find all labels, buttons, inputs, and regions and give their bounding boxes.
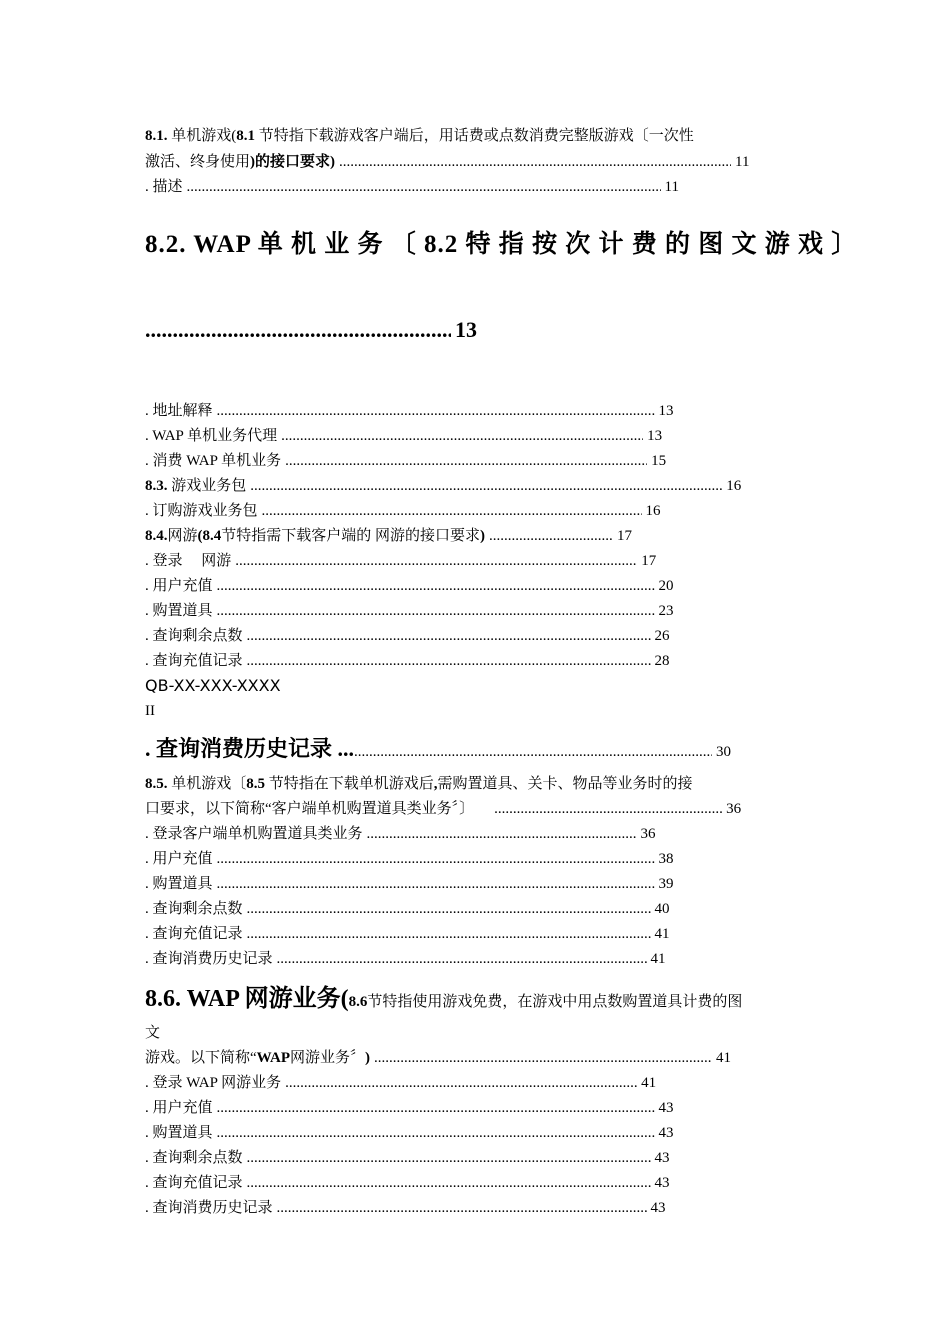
toc-entry[interactable] <box>145 875 674 893</box>
page-number: 15 <box>651 453 667 469</box>
dot-leader <box>217 577 655 595</box>
dot-leader <box>247 925 651 943</box>
toc-label: 网游 <box>167 528 198 544</box>
toc-label: . 登录 网游 <box>145 553 232 569</box>
page-number: 43 <box>658 1100 674 1116</box>
dot-leader <box>339 153 731 171</box>
toc-label: . 查询剩余点数 <box>145 1150 243 1166</box>
toc-text: 单机游戏〔 <box>167 776 247 792</box>
dot-leader <box>285 452 647 470</box>
page-number: 41 <box>641 1075 657 1091</box>
toc-entry[interactable] <box>145 178 679 196</box>
toc-label: . 查询消费历史记录 <box>145 1200 273 1216</box>
section-number: 8.3. <box>145 478 168 494</box>
dot-leader <box>247 627 651 645</box>
toc-entry[interactable] <box>145 627 670 645</box>
page-number: 41 <box>654 926 670 942</box>
toc-entry[interactable] <box>145 1174 670 1192</box>
toc-entry[interactable] <box>145 602 674 620</box>
toc-label: . 购置道具 <box>145 1125 213 1141</box>
toc-label: . 登录客户端单机购置道具类业务 <box>145 826 363 842</box>
toc-entry[interactable] <box>145 925 670 943</box>
page-number: 40 <box>654 901 670 917</box>
section-number: 8.1. <box>145 128 168 144</box>
dot-leader <box>262 502 642 520</box>
page-number: 43 <box>658 1125 674 1141</box>
toc-label: . 登录 WAP 网游业务 <box>145 1075 282 1091</box>
page-number: 26 <box>654 628 670 644</box>
dot-leader <box>247 652 651 670</box>
section-number: 8.4. <box>145 528 168 544</box>
toc-label: . 查询剩余点数 <box>145 901 243 917</box>
toc-label: . 查询充值记录 <box>145 653 243 669</box>
toc-label: . 查询消费历史记录 <box>145 951 273 967</box>
toc-text: 节特指使用游戏免费，在游戏中用点数购置道具计费的图 <box>367 994 743 1010</box>
toc-label: . WAP 单机业务代理 <box>145 428 278 444</box>
toc-8-6-line2: 文 <box>145 1025 161 1041</box>
toc-8-1-line2[interactable] <box>145 153 749 171</box>
dot-leader <box>217 850 655 868</box>
dot-leader <box>281 427 643 445</box>
toc-8-6-heading[interactable] <box>145 984 742 1014</box>
dot-leader <box>217 1099 655 1117</box>
toc-8-5-line1[interactable] <box>145 775 693 793</box>
page-number: 16 <box>645 503 661 519</box>
toc-text: 口要求，以下简称“客户端单机购置道具类业务〞〕 <box>145 801 475 817</box>
dot-leader <box>247 1149 651 1167</box>
page-number: 11 <box>735 154 750 170</box>
page-number: 43 <box>654 1175 670 1191</box>
page-number: 36 <box>726 801 742 817</box>
page-number: 28 <box>654 653 670 669</box>
toc-entry[interactable] <box>145 552 656 570</box>
toc-entry[interactable] <box>145 577 674 595</box>
toc-text-bold: 8.1 <box>236 128 255 144</box>
toc-label: . 用户充值 <box>145 851 213 867</box>
page-number: 13 <box>658 403 674 419</box>
toc-8-3[interactable] <box>145 477 741 495</box>
toc-label: . 查询充值记录 <box>145 1175 243 1191</box>
toc-entry[interactable] <box>145 427 662 445</box>
toc-label: . 描述 <box>145 179 183 195</box>
dot-leader <box>247 1174 651 1192</box>
toc-text: 节特指需下载客户端的 网游的接口要求 <box>221 528 481 544</box>
page-number: 17 <box>641 553 657 569</box>
toc-text-bold: 8.6 <box>348 994 368 1010</box>
toc-label: . 用户充值 <box>145 1100 213 1116</box>
dot-leader <box>235 552 637 570</box>
page-number: 20 <box>658 578 674 594</box>
toc-8-2-leader[interactable] <box>145 316 477 344</box>
toc-text: 单机游戏( <box>171 128 237 144</box>
toc-label: . 地址解释 <box>145 403 213 419</box>
page-number: 43 <box>654 1150 670 1166</box>
dot-leader <box>367 825 637 843</box>
toc-label: . 订购游戏业务包 <box>145 503 258 519</box>
toc-label: . 消费 WAP 单机业务 <box>145 453 282 469</box>
page-number: 43 <box>650 1200 666 1216</box>
dot-leader <box>145 316 451 344</box>
toc-label: 游戏业务包 <box>171 478 247 494</box>
page-number: 13 <box>647 428 663 444</box>
page-number: 38 <box>658 851 674 867</box>
toc-entry[interactable] <box>145 950 666 968</box>
page-roman-number: II <box>145 703 155 719</box>
page-number: 39 <box>658 876 674 892</box>
toc-label: . 查询剩余点数 <box>145 628 243 644</box>
dot-leader <box>494 800 722 818</box>
page-number: 36 <box>640 826 656 842</box>
toc-text-bold: ) <box>365 1050 371 1066</box>
toc-8-1-line1[interactable] <box>145 127 694 145</box>
toc-8-5-line2[interactable] <box>145 800 741 818</box>
dot-leader <box>285 1074 637 1092</box>
toc-entry[interactable] <box>145 1074 656 1092</box>
dot-leader <box>277 1199 647 1217</box>
toc-entry[interactable] <box>145 900 670 918</box>
toc-entry[interactable] <box>145 825 656 843</box>
page-number: 41 <box>716 1050 732 1066</box>
toc-text: 节特指下载游戏客户端后，用话费或点数消费完整版游戏〔一次性 <box>255 128 694 144</box>
dot-leader <box>217 1124 655 1142</box>
toc-text: 游戏。以下简称“ <box>145 1050 257 1066</box>
toc-8-6-line3[interactable] <box>145 1049 731 1067</box>
dot-leader <box>489 527 613 545</box>
toc-text: 节特指在下载单机游戏后 <box>265 776 434 792</box>
toc-text: 网游业务〞 <box>290 1050 366 1066</box>
page-number: 17 <box>617 528 633 544</box>
toc-entry[interactable] <box>145 402 674 420</box>
toc-entry[interactable] <box>145 502 661 520</box>
toc-label: . 购置道具 <box>145 603 213 619</box>
toc-text-bold: 8.5 <box>246 776 266 792</box>
toc-label: . 用户充值 <box>145 578 213 594</box>
toc-entry[interactable] <box>145 1124 674 1142</box>
toc-label: . 查询充值记录 <box>145 926 243 942</box>
page-number: 11 <box>664 179 679 195</box>
page-number: 41 <box>650 951 666 967</box>
toc-label: . 查询消费历史记录 ... <box>145 736 355 761</box>
toc-entry[interactable] <box>145 652 670 670</box>
toc-text-bold: WAP <box>256 1050 291 1066</box>
dot-leader <box>250 477 722 495</box>
dot-leader <box>354 739 712 765</box>
document-code: QB-XX-XXX-XXXX <box>145 676 281 695</box>
toc-text: 激活、终身使用 <box>145 154 251 170</box>
section-number: 8.5. <box>145 776 168 792</box>
toc-entry[interactable] <box>145 1199 666 1217</box>
dot-leader <box>374 1049 712 1067</box>
toc-text-bold: )的接口要求) <box>250 154 336 170</box>
toc-entry[interactable] <box>145 850 674 868</box>
toc-entry[interactable] <box>145 1099 674 1117</box>
toc-entry[interactable] <box>145 1149 670 1167</box>
toc-entry[interactable] <box>145 452 666 470</box>
page-number: 23 <box>658 603 674 619</box>
section-title: 8.2. WAP 单 机 业 务 〔 8.2 特 指 按 次 计 费 的 图 文 游 戏 〕 <box>145 231 858 258</box>
dot-leader <box>217 602 655 620</box>
toc-text-bold: (8.4 <box>197 528 222 544</box>
dot-leader <box>277 950 647 968</box>
toc-label: . 购置道具 <box>145 876 213 892</box>
toc-entry-history[interactable] <box>145 736 731 765</box>
page-number: 13 <box>455 317 477 342</box>
dot-leader <box>217 402 655 420</box>
toc-8-4[interactable] <box>145 527 632 545</box>
dot-leader <box>247 900 651 918</box>
toc-text: 需购置道具、关卡、物品等业务时的接 <box>437 776 693 792</box>
toc-text-bold: , <box>433 776 438 792</box>
toc-8-2-heading[interactable] <box>145 230 857 260</box>
page-number: 16 <box>726 478 742 494</box>
page-number: 30 <box>716 744 732 760</box>
dot-leader <box>217 875 655 893</box>
section-title: 8.6. WAP 网游业务( <box>145 986 349 1012</box>
toc-text-bold: ) <box>480 528 486 544</box>
dot-leader <box>187 178 661 196</box>
